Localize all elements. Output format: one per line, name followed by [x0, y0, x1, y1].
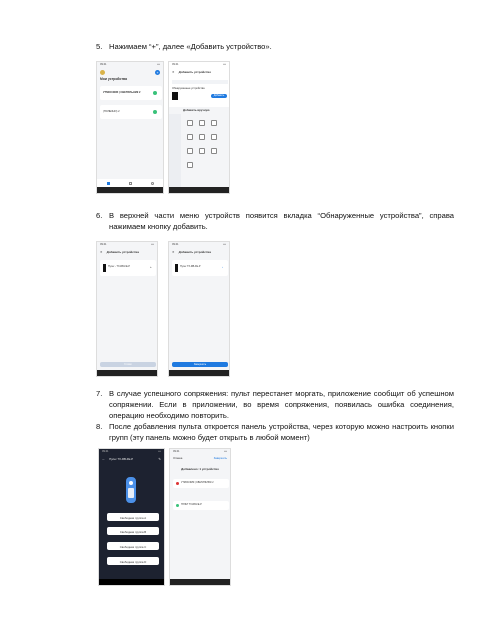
device-name: УТМОСФИЯ | СВЕТИЛЬНИК 2: [103, 91, 141, 94]
scenes-icon[interactable]: [129, 182, 132, 185]
status-dot: [153, 110, 157, 114]
status-dot: [153, 91, 157, 95]
device-name: Пульт ТХ-RB-FE-P: [180, 265, 201, 268]
home-icon[interactable]: [107, 182, 110, 185]
device-card[interactable]: [100, 260, 156, 276]
screen-title: Добавить устройства: [178, 250, 211, 254]
close-icon[interactable]: ✕: [100, 250, 103, 254]
device-card[interactable]: [100, 86, 162, 100]
step-text: После добавления пульта откроется панель устройства, через которую можно настроить кнопки групп (эту панель можно будет открыть в любой момент): [109, 422, 454, 442]
screenshot-my-devices: 09:41 ▪▪▪ + Мои устройства УТМОСФИЯ | СВЕТИЛЬНИК 2 (ПОЛЕЗНО) 2: [96, 61, 164, 194]
section-label: Обнаруженные устройства: [172, 87, 205, 90]
screenshot-discovered-devices: 09:41 ▪▪▪ ✕ Добавить устройства Пульт - ТХ-RB-FE-P + Готово: [96, 241, 158, 377]
group-button-c[interactable]: Свободная группа C: [107, 542, 159, 550]
device-type-icon[interactable]: [187, 148, 193, 154]
system-nav-bar: [170, 579, 230, 585]
device-type-icon[interactable]: [211, 148, 217, 154]
step-text: Нажимаем “+”, далее «Добавить устройство».: [109, 42, 272, 51]
screen-title: Добавить устройства: [106, 250, 139, 254]
step-number: 5.: [96, 42, 103, 51]
step-text: В случае успешного сопряжения: пульт перестанет моргать, приложение сообщит об успешном сопряжении. Если в приложении, во время сопряжения, появилась ошибка соединения, операцию необходимо повторить.: [109, 389, 454, 420]
add-button[interactable]: Добавить: [211, 94, 227, 98]
finish-link[interactable]: Завершить: [213, 457, 227, 460]
step-text: В верхней части меню устройств появится вкладка “Обнаруженные устройства”, справа нажимаем кнопку добавить.: [109, 211, 454, 231]
device-card[interactable]: [173, 501, 229, 510]
remote-icon: [175, 264, 178, 272]
device-name: УТМОСФИЯ | СВЕТИЛЬНИК 2: [181, 482, 214, 484]
bottom-nav: [97, 179, 163, 187]
remote-icon: [103, 264, 106, 272]
system-nav-bar: [169, 187, 229, 193]
avatar: [100, 70, 105, 75]
close-icon[interactable]: ✕: [172, 70, 175, 74]
group-button-d[interactable]: Свободная группа D: [107, 557, 159, 565]
group-button-b[interactable]: Свободная группа B: [107, 527, 159, 535]
added-heading: Добавлено: 1 устройство: [181, 467, 219, 471]
edit-icon[interactable]: ✎: [158, 457, 161, 461]
device-type-icon[interactable]: [187, 134, 193, 140]
device-thumbnail: [172, 92, 178, 100]
section-label: Добавить вручную: [183, 108, 210, 112]
step-number: 8.: [96, 422, 103, 431]
device-type-icon[interactable]: [211, 120, 217, 126]
chevron-icon[interactable]: ›: [222, 265, 223, 269]
screenshot-device-added: 09:41 ▪▪▪ ✕ Добавить устройства Пульт ТХ-RB-FE-P › Завершить: [168, 241, 230, 377]
system-nav-bar: [97, 187, 163, 193]
step-number: 6.: [96, 211, 103, 220]
add-icon[interactable]: +: [150, 265, 152, 269]
system-nav-bar: [97, 370, 157, 376]
system-nav-bar: [99, 579, 164, 585]
screen-title: Добавить устройство: [178, 70, 212, 74]
step-number: 7.: [96, 389, 103, 398]
close-icon[interactable]: ✕: [172, 250, 175, 254]
remote-image: [126, 477, 136, 503]
profile-icon[interactable]: [151, 182, 154, 185]
device-name: (ПОЛЕЗНО) 2: [103, 110, 120, 113]
device-name: Пульт - ТХ-RB-FE-P: [108, 265, 130, 268]
finish-button[interactable]: Завершить: [172, 362, 228, 367]
cancel-link[interactable]: Отмена: [173, 457, 183, 460]
screen-title: Мои устройства: [100, 77, 127, 81]
group-button-a[interactable]: Свободная группа A: [107, 513, 159, 521]
device-type-icon[interactable]: [187, 162, 193, 168]
device-type-icon[interactable]: [187, 120, 193, 126]
device-type-icon[interactable]: [199, 134, 205, 140]
device-type-icon[interactable]: [199, 120, 205, 126]
device-type-icon[interactable]: [211, 134, 217, 140]
category-list: [169, 114, 181, 194]
back-icon[interactable]: ←: [102, 457, 106, 461]
screenshot-remote-panel: 09:41 ▪▪▪ ← Пульт ТХ-RB-FE-P ✎ Свободная группа A Свободная группа B Свободная группа C Свободная группа D: [98, 448, 165, 586]
done-button[interactable]: Готово: [100, 362, 156, 367]
add-icon[interactable]: +: [156, 70, 159, 75]
screen-title: Пульт ТХ-RB-FE-P: [109, 457, 134, 461]
system-nav-bar: [169, 370, 229, 376]
device-card[interactable]: [100, 105, 162, 119]
device-name: ПУЛЬТ ТХ-RB-FE-P: [181, 504, 202, 506]
screenshot-added-summary: 09:41 ▪▪▪ Отмена Завершить Добавлено: 1 устройство УТМОСФИЯ | СВЕТИЛЬНИК 2 ПУЛЬТ ТХ-RB-FE-P: [169, 448, 231, 586]
device-type-icon[interactable]: [199, 148, 205, 154]
device-card[interactable]: [172, 260, 228, 276]
screenshot-add-device: 09:41 ▪▪▪ ✕ Добавить устройство Обнаруженные устройства Добавить Добавить вручную: [168, 61, 230, 194]
device-card[interactable]: [173, 479, 229, 488]
